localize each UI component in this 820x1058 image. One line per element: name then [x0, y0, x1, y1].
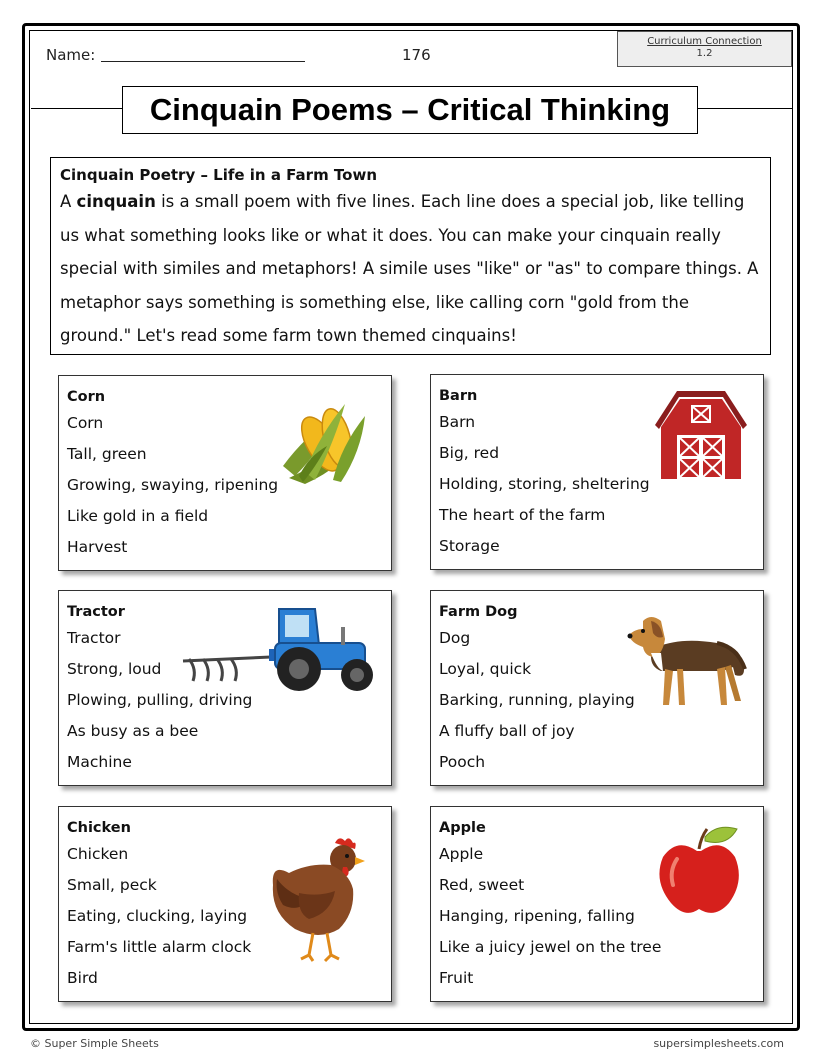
intro-text-rest: is a small poem with five lines. Each line does a special job, like telling us what something looks like or what it does. You can make your cinquain really special with similes and metaphors! A simile uses "like" or "as" to compare things. A metaphor says something is something else, like calling corn "gold from the ground." Let's read some farm town themed cinquains! [60, 192, 759, 345]
curriculum-connection-code: 1.2 [696, 48, 713, 59]
poem-line: Holding, storing, sheltering [439, 475, 650, 493]
poem-card-tractor [58, 590, 392, 786]
poem-title: Chicken [67, 820, 131, 836]
poem-line: Fruit [439, 969, 474, 987]
poem-line: Tall, green [67, 445, 147, 463]
poem-line: Tractor [67, 629, 121, 647]
corn-icon [275, 396, 371, 488]
curriculum-connection-label: Curriculum Connection [647, 36, 762, 47]
poem-line: Strong, loud [67, 660, 162, 678]
tractor-icon [179, 605, 379, 695]
poem-line: Corn [67, 414, 104, 432]
poem-line: The heart of the farm [439, 506, 606, 524]
poem-card-corn [58, 375, 392, 571]
intro-box [50, 157, 771, 355]
poem-line: Harvest [67, 538, 128, 556]
poem-card-barn [430, 374, 764, 570]
intro-text-start: A [60, 192, 77, 211]
poem-line: Barking, running, playing [439, 691, 635, 709]
intro-bold-word: cinquain [76, 192, 156, 211]
poem-title: Tractor [67, 604, 125, 620]
poem-title: Barn [439, 388, 478, 404]
poem-line: As busy as a bee [67, 722, 199, 740]
poem-line: Storage [439, 537, 500, 555]
name-blank-line[interactable] [101, 48, 305, 62]
poem-line: A fluffy ball of joy [439, 722, 575, 740]
poem-title: Corn [67, 389, 106, 405]
intro-text [60, 185, 761, 353]
poem-line: Apple [439, 845, 484, 863]
poem-line: Farm's little alarm clock [67, 938, 252, 956]
poem-line: Barn [439, 413, 476, 431]
poem-line: Machine [67, 753, 132, 771]
poem-line: Chicken [67, 845, 129, 863]
poem-title: Apple [439, 820, 486, 836]
barn-icon [653, 381, 749, 481]
poem-line: Pooch [439, 753, 486, 771]
poem-line: Loyal, quick [439, 660, 532, 678]
poem-card-apple [430, 806, 764, 1002]
name-label: Name: [46, 46, 96, 64]
poem-line: Red, sweet [439, 876, 525, 894]
page-number: 176 [402, 46, 431, 64]
poem-line: Growing, swaying, ripening [67, 476, 279, 494]
poem-line: Plowing, pulling, driving [67, 691, 253, 709]
poem-card-chicken [58, 806, 392, 1002]
poem-line: Eating, clucking, laying [67, 907, 248, 925]
footer-copyright: © Super Simple Sheets [30, 1037, 159, 1050]
curriculum-connection-box [617, 31, 792, 67]
name-field[interactable] [46, 46, 305, 64]
poem-line: Dog [439, 629, 471, 647]
poem-title: Farm Dog [439, 604, 518, 620]
poem-line: Small, peck [67, 876, 157, 894]
dog-icon [621, 609, 751, 713]
apple-icon [657, 823, 743, 919]
poem-card-farm-dog [430, 590, 764, 786]
page-title: Cinquain Poems – Critical Thinking [122, 86, 698, 134]
poem-line: Like gold in a field [67, 507, 209, 525]
intro-title: Cinquain Poetry – Life in a Farm Town [60, 166, 377, 184]
poem-line: Big, red [439, 444, 500, 462]
footer-website[interactable]: supersimplesheets.com [653, 1037, 784, 1050]
poem-line: Bird [67, 969, 98, 987]
poem-line: Hanging, ripening, falling [439, 907, 635, 925]
chicken-icon [269, 833, 369, 965]
poem-line: Like a juicy jewel on the tree [439, 938, 662, 956]
